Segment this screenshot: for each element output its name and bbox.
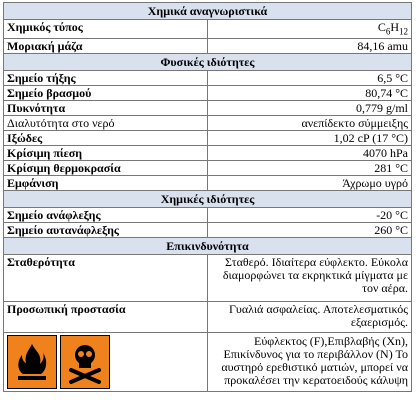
value-molar-mass: 84,16 amu (208, 39, 412, 54)
label-critical-temperature: Κρίσιμη θερμοκρασία (4, 161, 208, 176)
value-stability: Σταθερό. Ιδιαίτερα εύφλεκτο. Εύκολα διαμορφώνει τα εκρηκτικά μίγματα με τον αέρα. (208, 255, 412, 302)
hazard-symbols-cell (4, 333, 208, 392)
section-header-hazards: Επικινδυνότητα (4, 238, 412, 255)
label-appearance: Εμφάνιση (4, 176, 208, 191)
section-header-physical: Φυσικές ιδιότητες (4, 54, 412, 71)
label-solubility: Διαλυτότητα στο νερό (4, 116, 208, 131)
label-boiling-point: Σημείο βρασμού (4, 86, 208, 101)
value-hazard-symbols: Εύφλεκτος (F),Επιβλαβής (Xn), Επικίνδυνος για το περιβάλλον (N) Το αυστηρό ερεθιστικό ματιών, μπορεί να προκαλέσει την κερατοειδούς κάλυψη (208, 333, 412, 392)
label-protection: Προσωπική προστασία (4, 302, 208, 333)
value-viscosity: 1,02 cP (17 °C) (208, 131, 412, 146)
label-critical-pressure: Κρίσιμη πίεση (4, 146, 208, 161)
label-stability: Σταθερότητα (4, 255, 208, 302)
flammable-icon (7, 335, 57, 389)
value-protection: Γυαλιά ασφαλείας. Αποτελεσματικός εξαερισμός. (208, 302, 412, 333)
label-molar-mass: Μοριακή μάζα (4, 39, 208, 54)
label-viscosity: Ιξώδες (4, 131, 208, 146)
value-formula: $C_6H_{12}$ (208, 20, 412, 39)
section-header-chemprops: Χημικές ιδιότητες (4, 191, 412, 208)
chemical-infobox (3, 2, 412, 392)
label-formula: Χημικός τύπος (4, 20, 208, 39)
toxic-skull-icon (60, 335, 110, 389)
value-critical-temperature: 281 °C (208, 161, 412, 176)
label-autoignition: Σημείο αυτανάφλεξης (4, 223, 208, 238)
label-density: Πυκνότητα (4, 101, 208, 116)
value-autoignition: 260 °C (208, 223, 412, 238)
value-density: 0,779 g/ml (208, 101, 412, 116)
value-melting-point: 6,5 °C (208, 71, 412, 86)
value-boiling-point: 80,74 °C (208, 86, 412, 101)
value-solubility: ανεπίδεκτο σύμμειξης (208, 116, 412, 131)
value-critical-pressure: 4070 hPa (208, 146, 412, 161)
section-header-chemical: Χημικά αναγνωριστικά (4, 3, 412, 20)
label-flash-point: Σημείο ανάφλεξης (4, 208, 208, 223)
value-appearance: Άχρωμο υγρό (208, 176, 412, 191)
value-flash-point: -20 °C (208, 208, 412, 223)
label-melting-point: Σημείο τήξης (4, 71, 208, 86)
